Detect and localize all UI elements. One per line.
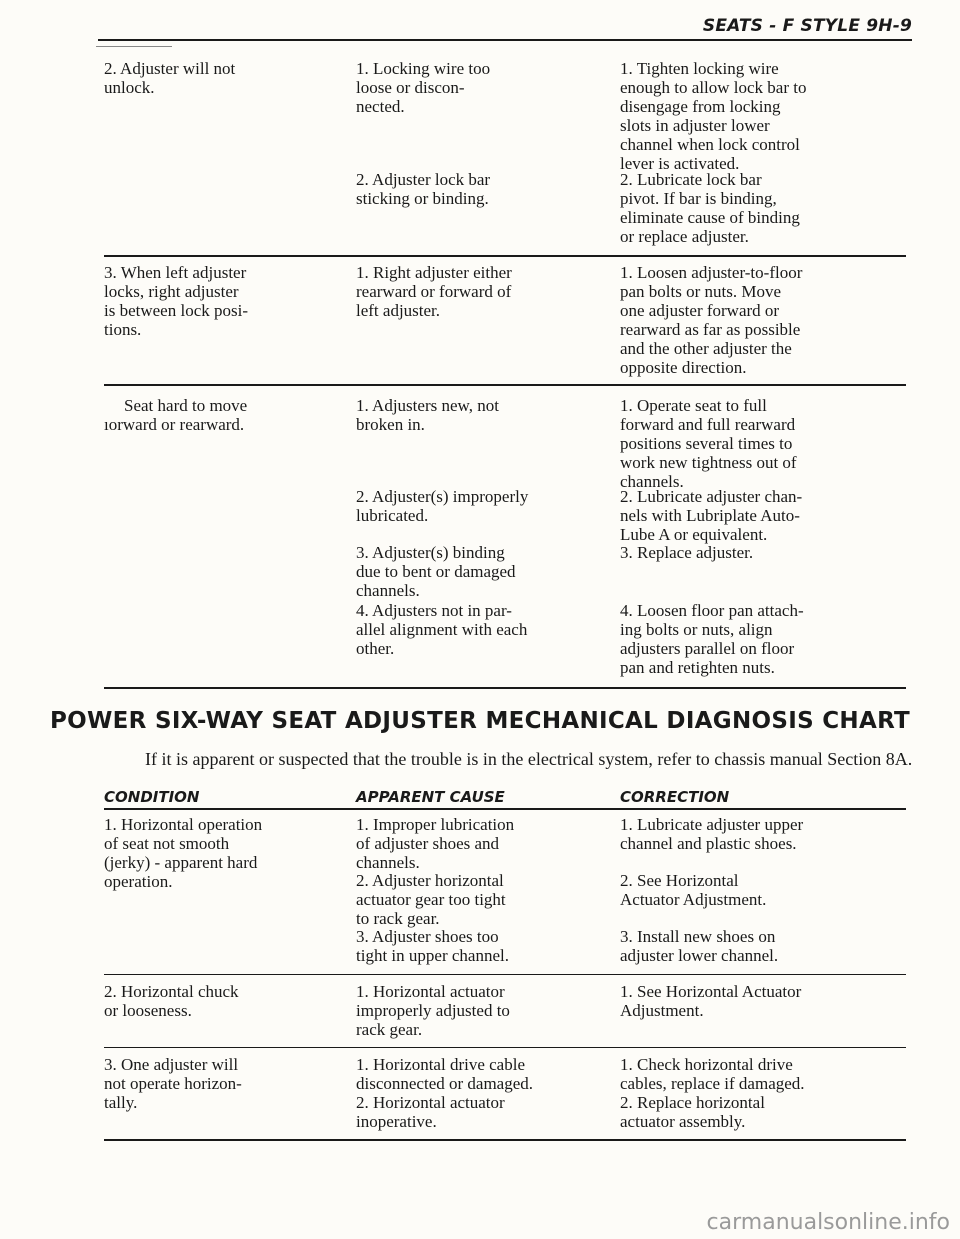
column-header-condition: CONDITION	[104, 788, 200, 806]
chart-note: If it is apparent or suspected that the trouble is in the electrical system, refer to chassis manual Section 8A.	[145, 749, 913, 769]
condition-cell: 2. Horizontal chuck or looseness.	[104, 982, 239, 1020]
cause-cell: 2. Adjuster lock bar sticking or binding.	[356, 170, 491, 208]
column-header-cause: APPARENT CAUSE	[356, 788, 505, 806]
correction-cell: 1. Lubricate adjuster upper channel and plastic shoes.	[620, 815, 804, 853]
cause-cell: 1. Horizontal drive cable disconnected or damaged.	[356, 1055, 534, 1093]
cause-cell: 1. Horizontal actuator improperly adjusted to rack gear.	[356, 982, 510, 1039]
row-divider	[104, 384, 906, 386]
condition-cell: 1. Horizontal operation of seat not smooth (jerky) - apparent hard operation.	[104, 815, 263, 891]
correction-cell: 1. Operate seat to full forward and full rearward positions several times to work new tightness out of channels.	[620, 396, 797, 491]
table-bottom-rule	[104, 1139, 906, 1141]
header-divider	[104, 808, 906, 810]
row-divider	[104, 255, 906, 257]
correction-cell: 2. Replace horizontal actuator assembly.	[620, 1093, 765, 1131]
correction-cell: 2. Lubricate adjuster chan- nels with Lubriplate Auto- Lube A or equivalent.	[620, 487, 803, 544]
correction-cell: 3. Install new shoes on adjuster lower channel.	[620, 927, 779, 965]
header-fragment-rule	[96, 46, 172, 47]
correction-cell: 2. Lubricate lock bar pivot. If bar is binding, eliminate cause of binding or replace adjuster.	[620, 170, 800, 246]
condition-cell: 3. When left adjuster locks, right adjuster is between lock posi- tions.	[104, 263, 248, 339]
correction-cell: 2. See Horizontal Actuator Adjustment.	[620, 871, 767, 909]
column-header-correction: CORRECTION	[620, 788, 730, 806]
condition-cell: 2. Adjuster will not unlock.	[104, 59, 236, 97]
cause-cell: 1. Locking wire too loose or discon- nected.	[356, 59, 491, 116]
correction-cell: 1. Loosen adjuster-to-floor pan bolts or nuts. Move one adjuster forward or rearward as far as possible and the other adjuster the opposite direction.	[620, 263, 803, 377]
correction-cell: 4. Loosen floor pan attach- ing bolts or nuts, align adjusters parallel on floor pan and retighten nuts.	[620, 601, 804, 677]
cause-cell: 1. Adjusters new, not broken in.	[356, 396, 499, 434]
condition-cell: 3. One adjuster will not operate horizon- tally.	[104, 1055, 242, 1112]
row-divider	[104, 974, 906, 975]
cause-cell: 1. Improper lubrication of adjuster shoes and channels.	[356, 815, 515, 872]
correction-cell: 1. See Horizontal Actuator Adjustment.	[620, 982, 802, 1020]
correction-cell: 1. Check horizontal drive cables, replace if damaged.	[620, 1055, 805, 1093]
chart-title: POWER SIX-WAY SEAT ADJUSTER MECHANICAL DIAGNOSIS CHART	[49, 708, 911, 734]
correction-cell: 1. Tighten locking wire enough to allow lock bar to disengage from locking slots in adjuster lower channel when lock control lever is activated.	[620, 59, 807, 173]
correction-cell: 3. Replace adjuster.	[620, 543, 754, 562]
watermark: carmanualsonline.info	[706, 1210, 950, 1235]
cause-cell: 2. Adjuster(s) improperly lubricated.	[356, 487, 529, 525]
condition-cell: Seat hard to move ıorward or rearward.	[104, 396, 248, 434]
cause-cell: 2. Adjuster horizontal actuator gear too tight to rack gear.	[356, 871, 506, 928]
header-rule	[98, 39, 912, 41]
cause-cell: 3. Adjuster(s) binding due to bent or damaged channels.	[356, 543, 516, 600]
row-divider	[104, 1047, 906, 1048]
cause-cell: 3. Adjuster shoes too tight in upper channel.	[356, 927, 509, 965]
cause-cell: 1. Right adjuster either rearward or forward of left adjuster.	[356, 263, 512, 320]
table-bottom-rule	[104, 687, 906, 689]
cause-cell: 4. Adjusters not in par- allel alignment with each other.	[356, 601, 528, 658]
page-header: SEATS - F STYLE 9H-9	[702, 16, 912, 36]
cause-cell: 2. Horizontal actuator inoperative.	[356, 1093, 505, 1131]
